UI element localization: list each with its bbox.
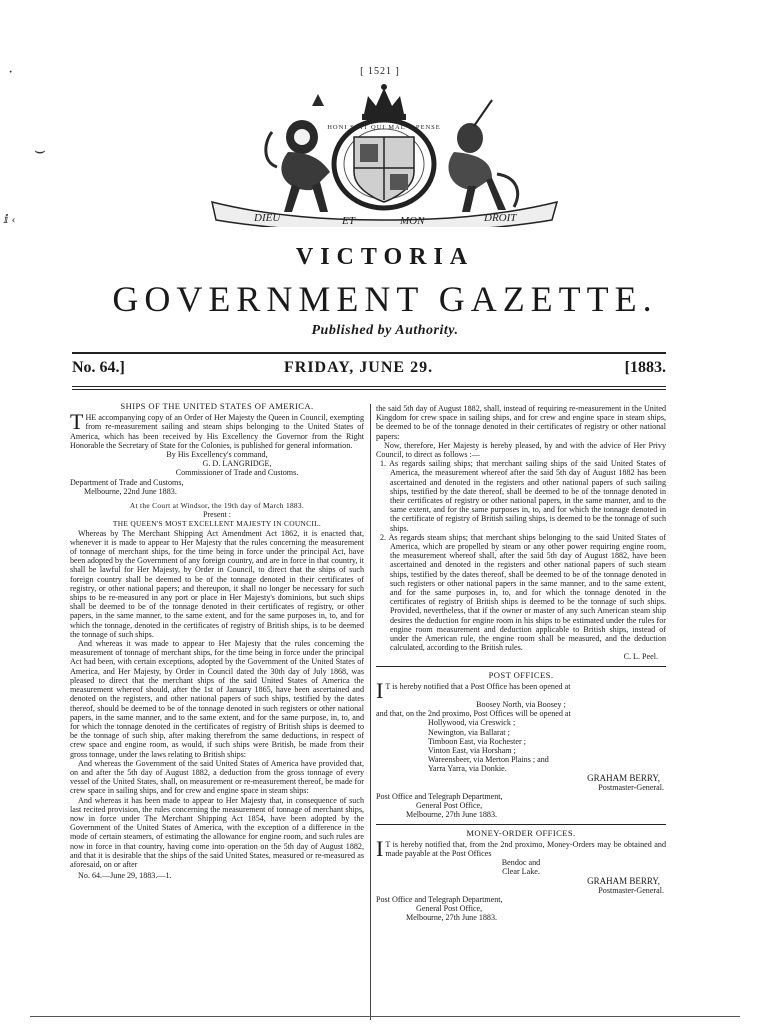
order-paragraph: And whereas the Government of the said United States of America have provided that, on and after the 5th day of August 1882, a deduction from the gross tonnage of every vessel of the United States, shall, on measurement or re-measurement thereof, be made for crew space in sailing ships, and for crew and engine space in steam ships:	[70, 758, 364, 796]
drop-cap: I	[376, 835, 384, 861]
post-signatory: GRAHAM BERRY,	[587, 772, 660, 783]
gazette-title-line1: VICTORIA	[295, 244, 475, 270]
post-office-item: Yarra Yarra, via Donkie.	[428, 764, 507, 774]
page-bottom-rule	[30, 1016, 740, 1017]
money-dept-date: Melbourne, 27th June 1883.	[406, 913, 498, 923]
issue-row	[72, 359, 666, 381]
page-number: [ 1521 ]	[360, 66, 400, 77]
money-order-heading: MONEY-ORDER OFFICES.	[466, 827, 576, 838]
money-office-item: Clear Lake.	[502, 867, 540, 877]
command-line: By His Excellency's command,	[166, 450, 268, 460]
majesty-line: THE QUEEN'S MOST EXCELLENT MAJESTY IN COUNCIL.	[112, 519, 322, 529]
money-intro-text: T is hereby notified that, from the 2nd proximo, Money-Orders may be obtained and made payable at the Post Offices	[385, 839, 666, 858]
drop-cap: T	[70, 409, 84, 435]
clerk-signature: C. L. Peel.	[623, 652, 658, 662]
order-paragraph: And whereas it has been made to appear to Her Majesty that, in consequence of such last recited provision, the rules concerning the measurement of tonnage of merchant ships, now in force under The Merchant Shipping Act 1854, have been adopted by the Government of the United States of America, with the exception of a difference in the mode of certain steamers, of estimating the allowance for engine room, and such rules are now in force in that country, having come into operation on the 5th day of August 1882, and that it is desirable that the ships of the said United States, measured or re-measured as aforesaid, on or after	[70, 795, 364, 869]
garter-motto: HONI SOIT QUI MAL Y PENSE	[327, 124, 441, 131]
post-office-item: Vinton East, via Horsham ;	[428, 745, 516, 755]
article-heading: SHIPS OF THE UNITED STATES OF AMERICA.	[120, 401, 314, 411]
section-rule	[376, 824, 666, 825]
money-signatory: GRAHAM BERRY,	[587, 875, 660, 886]
margin-mark: ·	[8, 64, 14, 81]
dept-date: Melbourne, 22nd June 1883.	[84, 486, 177, 496]
authority-line: Published by Authority.	[311, 323, 459, 338]
now-therefore-paragraph: Now, therefore, Her Majesty is hereby pleased, by and with the advice of Her Privy Council, to direct as follows :—	[376, 440, 666, 460]
header-rule-mid	[72, 386, 666, 387]
money-dept: Post Office and Telegraph Department,	[376, 894, 503, 904]
order-paragraph: Whereas by The Merchant Shipping Act Amendment Act 1862, it is enacted that, whenever it is made to appear to Her Majesty that the rules concerning the measurement of tonnage of merchant ships, for the time being in force under the principal Act, have been adopted by the Government of any foreign country, and are in force in that country, it shall be lawful for Her Majesty, by Order in Council, to direct that the ships of such foreign country shall be deemed to be of the tonnage denoted in their certificates of registry, or other national papers; and thereupon, it shall no longer be necessary for such ships to be re-measured in any port or place in Her Majesty's dominions, but such ships shall be deemed to be of the tonnage denoted in their certificates of registry, or other papers, in the same manner, to the same extent, and for the same purposes in, to, and for which the tonnage, denoted in the certificates of registry of British ships, is to be deemed the tonnage of such ships.	[70, 528, 364, 639]
intro-paragraph	[70, 409, 364, 450]
post-office-item: Timboon East, via Rochester ;	[428, 736, 526, 746]
issue-date: FRIDAY, JUNE 29.	[284, 359, 434, 376]
order-item: 2. As regards steam ships; that merchant ships belonging to the said United States of America, which are propelled by steam or any other power requiring engine room, the measurement whereof shall, after the said 5th day of August 1882, have been ascertained and denoted in the registers and other national papers of such steam ships, testified by the dates thereof, shall be deemed to be of the tonnage denoted in such registers or other national papers in the same manner, and to the same extent, and for the same purposes in, to, and for which the tonnage denoted in the certificates of registry of British ships is deemed to be the tonnage of such ships. Provided, nevertheless, that if the owner or master of any such American steam ship desires the deduction for engine room in his ships to be estimated under the rules for engine room measurement and deduction applicable to British ships, instead of under the American rule, the engine room shall be measured, and the deduction calculated, according to the British rules.	[380, 532, 666, 653]
intro-text: HE accompanying copy of an Order of Her Majesty the Queen in Council, exempting from re-measurement sailing and steam ships belonging to the United States of America, which has been received by His Excellency the Governor from the Right Honorable the Secretary of State for the Colonies, is published for general information.	[70, 413, 364, 450]
crown-icon	[362, 84, 406, 120]
column-divider	[370, 404, 371, 1020]
post-intro-text: T is hereby notified that a Post Office has been opened at	[385, 681, 571, 691]
unicorn-icon	[448, 100, 517, 212]
post-office-item: Newington, via Ballarat ;	[428, 727, 510, 737]
gazette-title-line2: GOVERNMENT GAZETTE.	[112, 279, 658, 319]
left-column	[70, 402, 364, 880]
post-office-first: Boosey North, via Boosey ;	[476, 699, 566, 709]
post-dept-date: Melbourne, 27th June 1883.	[406, 810, 498, 820]
margin-mark: ⅈ ‹	[4, 212, 16, 226]
post-office-item: Wareensbeer, via Merton Plains ; and	[428, 755, 549, 765]
court-line: At the Court at Windsor, the 19th day of March 1883.	[129, 501, 305, 511]
order-paragraph: And whereas it was made to appear to Her Majesty that the rules concerning the measurement of tonnage of merchant ships, for the time being in force under the principal Act had been, with certain exceptions, adopted by the Government of the United States of America, and Her Majesty, by Order in Council dated the 30th day of July 1868, was pleased to direct that the merchant ships of the said United States of America the measurement whereof should, after the 1st of January 1865, have been ascertained and denoted on the registers, and other national papers of such ships, testified by the dates thereof, should be deemed to be of the tonnage denoted in such registers or other national papers, in the same manner, and to the same extent, and for the same purpose, in, to, and for which the tonnage denoted in the certificates of registry of British ships is deemed to be the tonnage of such ship, after making therefrom the same deductions, in respect of crew space and engine room, as would, if such ships were British, be made from their gross tonnage, under the laws relating to British ships:	[70, 639, 364, 759]
post-intro	[376, 677, 666, 703]
dept-line: Department of Trade and Customs,	[70, 477, 184, 487]
money-office-item: Bendoc and	[501, 858, 541, 868]
royal-coat-of-arms	[192, 82, 577, 227]
money-dept: General Post Office,	[416, 904, 483, 914]
header-rule-top	[72, 352, 666, 354]
continued-paragraph: the said 5th day of August 1882, shall, instead of requiring re-measurement in the United Kingdom for crew space in sailing ships, and for crew and engine space in steam ships, be deemed to be of the tonnage denoted in their certificates of registry or other national papers:	[376, 404, 666, 441]
banner-word: DROIT	[484, 212, 517, 224]
issue-year: [1883.	[624, 359, 666, 376]
right-column	[376, 404, 666, 923]
banner-word: DIEU	[254, 212, 281, 224]
post-offices-heading: POST OFFICES.	[488, 669, 554, 680]
lion-icon	[266, 94, 330, 212]
post-dept: General Post Office,	[416, 801, 483, 811]
drop-cap: I	[376, 677, 384, 703]
post-signatory-title: Postmaster-General.	[598, 782, 664, 792]
shield-icon	[334, 120, 434, 208]
section-rule	[376, 666, 666, 667]
post-dept: Post Office and Telegraph Department,	[376, 791, 503, 801]
signatory-title: Commissioner of Trade and Customs.	[175, 468, 299, 478]
post-and-line: and that, on the 2nd proximo, Post Offices will be opened at	[376, 709, 571, 719]
issue-number: No. 64.]	[72, 359, 125, 376]
present-line: Present :	[202, 510, 232, 520]
money-intro	[376, 835, 666, 861]
banner-word: MON	[400, 215, 425, 227]
header-rule-bottom	[72, 389, 666, 390]
signatory-name: G. D. LANGRIDGE,	[202, 459, 272, 469]
post-office-item: Hollywood, via Creswick ;	[428, 718, 516, 728]
margin-mark: ⌣	[34, 140, 46, 160]
banner-word: ET	[342, 215, 355, 227]
page-footer: No. 64.—June 29, 1883.—1.	[78, 871, 172, 881]
order-item: 1. As regards sailing ships; that merchant sailing ships of the said United States of America, the measurement whereof after the said 5th day of August 1882 has been ascertained and denoted in the registers and other national papers of such sailing ships, testified by the date thereof, shall be deemed to be of the tonnage denoted in their certificates of registry or other national papers, in the same manner, and to the same extent, and for the same purposes in, to, and for which the tonnage denoted in the certificate of registry of British sailing ships, is deemed to be the tonnage of such ships.	[380, 459, 666, 533]
money-signatory-title: Postmaster-General.	[598, 885, 664, 895]
